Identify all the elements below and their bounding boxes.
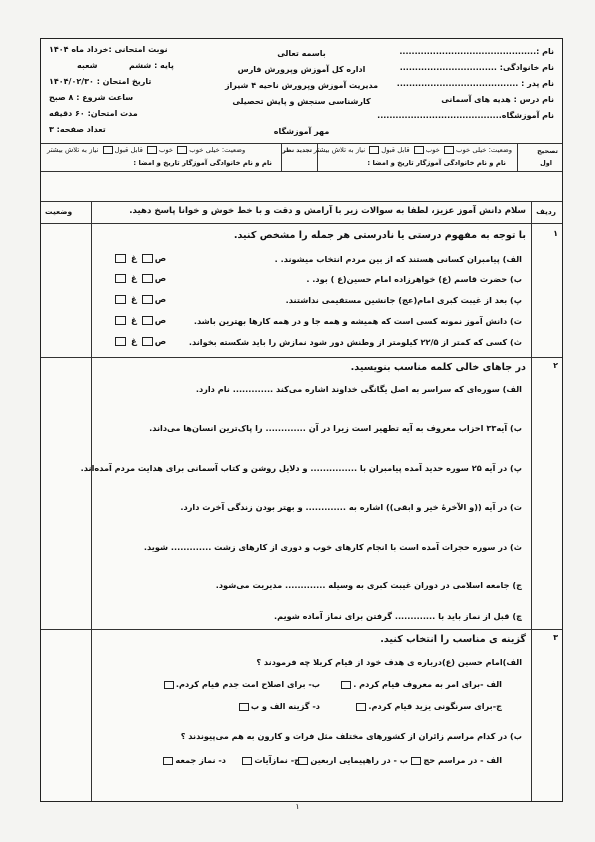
status-divider [41,171,562,172]
teacher-sign-right[interactable]: نام و نام خانوادگی آموزگار تاریخ و امضا : [367,159,506,167]
q3a-option-3-text: ج-برای سرنگونی یزید قیام کردم. [368,701,502,711]
q1-tf-b [113,274,166,284]
q3a-option-2-text: ب- برای اصلاح امت جدم قیام کردم. [175,679,320,689]
true-label: ص [154,337,167,347]
q1-item-d: ت) دانش آموز نمونه کسی است که همیشه و همه جا و در همه کارها بهترین باشد. [193,316,522,326]
status-very-good-label: وضعیت: خیلی خوب [456,146,512,154]
q2-item-f: ج) جامعه اسلامی در دوران غیبت کبری به وسیله ............. مدیریت می‌شود. [215,580,522,590]
teacher-sign-left[interactable]: نام و نام خانوادگی آموزگار تاریخ و امضا : [133,159,272,167]
q1-item-c: پ) بعد از غیبت کبری امام(عج) جانشین مستقیمی نداشتند. [285,295,522,305]
q3b-option-4-checkbox[interactable] [163,757,173,765]
q1-tf-a [113,254,166,264]
status-options-right [314,146,512,154]
q3a-stem: الف)امام حسین (ع)درباره ی هدف خود از قیام کربلا چه فرمودند ؟ [256,657,522,667]
false-label: غ [130,254,137,264]
subject-name: نام درس : هدیه های آسمانی [441,95,554,104]
false-checkbox[interactable] [115,254,126,263]
exam-turn: نوبت امتحانی :خرداد ماه ۱۴۰۴ [49,45,168,54]
q3a-option-4-text: د- گزینه الف و ب [250,701,320,711]
review-label: تجدید نظر [282,147,312,154]
q2-item-c: پ) در آیه ۲۵ سوره حدید آمده پیامبران با ............... و دلایل روشن و کتاب آسمانی برای هدایت مردم آمده‌اند. [80,463,522,473]
row-number-col [531,201,532,801]
q3b-option-2-text: ب - در راهپیمایی اربعین [310,755,408,765]
false-label: غ [130,337,137,347]
q3b-option-1-checkbox[interactable] [411,757,421,765]
q3a-option-1-checkbox[interactable] [341,681,351,689]
q3a-option-4[interactable] [237,701,320,711]
status-header: وضعیت [45,207,73,216]
true-checkbox[interactable] [142,337,153,346]
q1-tf-e [113,337,166,347]
q1-row-sep [41,357,562,358]
status-good-checkbox[interactable] [414,146,424,154]
false-checkbox[interactable] [115,274,126,283]
row-header: ردیف [536,207,556,216]
q1-tf-c [113,295,166,305]
q2-item-b: ب) آیه۳۳ احزاب معروف به آیه تطهیر است زیرا در آن ............. را پاک‌ترین انسان‌ها می‌داند. [149,423,522,433]
status-left-very-good-checkbox[interactable] [177,146,187,154]
q2-item-a: الف) سوره‌ای که سراسر به اصل یگانگی خداوند اشاره می‌کند ............. نام دارد. [195,384,522,394]
school-stamp-label: مهر آموزشگاه [273,127,330,136]
q1-item-b: ب) حضرت قاسم (ع) خواهرزاده امام حسین(ع ) بود. . [306,274,522,284]
q2-item-e: ث) در سوره حجرات آمده است با انجام کارهای خوب و دوری از کارهای زشت ............. شوید. [143,542,522,552]
q3-title: گزینه ی مناسب را انتخاب کنید. [380,634,526,645]
q3-number: ۳ [553,633,558,642]
q3a-option-2[interactable] [162,679,320,689]
false-checkbox[interactable] [115,337,126,346]
status-col-sep [517,143,518,171]
q3b-option-1-text: الف - در مراسم حج [423,755,502,765]
status-left-needs-effort-label: نیاز به تلاش بیشتر [47,146,99,154]
q1-tf-d [113,316,166,326]
status-left-acceptable-checkbox[interactable] [103,146,113,154]
q3b-option-4-text: د- نماز جمعه [175,755,226,765]
q3b-stem: ب) در کدام مراسم زائران از کشورهای مختلف مثل فرات و کارون به هم می‌پیوندند ؟ [180,731,522,741]
q3b-option-3-text: ج- نمازآیات [254,755,300,765]
q2-item-g: چ) قبل از نماز باید با ............. گرفتن برای نماز آماده شویم. [274,611,522,621]
true-label: ص [154,295,167,305]
q1-title: با توجه به مفهوم درستی یا نادرستی هر جمله را مشخص کنید. [233,230,526,241]
true-checkbox[interactable] [142,274,153,283]
status-left-acceptable-label: قابل قبول [114,146,143,154]
q3b-option-4[interactable] [161,755,226,765]
q3a-option-3-checkbox[interactable] [356,703,366,711]
q1-item-a: الف) پیامبران کسانی هستند که از بین مردم انتخاب میشوند. . [274,254,522,264]
q3a-option-3[interactable] [354,701,502,711]
exam-sheet [40,38,563,802]
q3a-option-1[interactable] [339,679,502,689]
false-label: غ [130,316,137,326]
q3b-option-1[interactable] [409,755,502,765]
page-number: ۱ [295,802,300,811]
q2-item-d: ت) در آیه ((و الآخرهٔ خیر و ابقی)) اشاره به ............. و بهتر بودن زندگی آخرت دارد. [180,502,522,512]
header-bismillah: باسمه تعالی [277,49,326,58]
true-label: ص [154,316,167,326]
q3a-option-4-checkbox[interactable] [239,703,249,711]
false-checkbox[interactable] [115,295,126,304]
header-district: مدیریت آموزش وپرورش ناحیه ۴ شیراز [224,81,379,90]
section: شعبه [77,61,98,70]
instruction-divider [41,201,562,202]
school-name[interactable]: نام آموزشگاه......................................... [377,111,554,120]
q2-title: در جاهای خالی کلمه مناسب بنویسید. [350,362,526,373]
header-office: اداره کل آموزش وپرورش فارس [237,65,366,74]
header-assessment: کارشناسی سنجش و پایش تحصیلی [232,97,371,106]
false-checkbox[interactable] [115,316,126,325]
q3b-option-2[interactable] [296,755,408,765]
status-acceptable-label: قابل قبول [381,146,410,154]
exam-date: تاریخ امتحان : ۱۴۰۴/۰۲/۳۰ [49,77,152,86]
q3b-option-3-checkbox[interactable] [242,757,252,765]
start-time: ساعت شروع : ۸ صبح [49,93,134,102]
true-checkbox[interactable] [142,316,153,325]
status-needs-effort-label: نیاز به تلاش بیشتر [313,146,366,154]
status-good-label: خوب [425,146,440,154]
q3a-option-1-text: الف -برای امر به معروف قیام کردم . [353,679,502,689]
instruction-text: سلام دانش آموز عزیز، لطفا به سوالات زیر با آرامش و دقت و با خط خوش و خوانا پاسخ دهید. [129,206,526,216]
status-acceptable-checkbox[interactable] [369,146,379,154]
grade: پایه : ششم [129,61,174,70]
status-options-left [47,146,245,154]
status-col [91,201,92,801]
q3a-option-2-checkbox[interactable] [164,681,174,689]
q2-row-sep [41,629,562,630]
status-left-good-label: خوب [159,146,174,154]
false-label: غ [130,295,137,305]
false-label: غ [130,274,137,284]
exam-duration: مدت امتحان: ۶۰ دقیقه [49,109,138,118]
status-left-good-checkbox[interactable] [147,146,157,154]
student-family[interactable]: نام خانوادگی: ................................ [399,63,554,72]
q3b-option-3[interactable] [240,755,300,765]
status-left-very-good-label: وضعیت: خیلی خوب [189,146,246,154]
q1-item-e: ث) کسی که کمتر از ۲۲/۵ کیلومتر از وطنش دور شود نمازش را باید شکسته بخواند. [188,337,522,347]
true-checkbox[interactable] [142,295,153,304]
q2-number: ۲ [553,361,558,370]
header-divider [41,143,562,144]
student-name[interactable]: نام :............................................. [399,47,554,56]
page-count: تعداد صفحه: ۳ [49,125,106,134]
q1-number: ۱ [553,229,558,238]
true-checkbox[interactable] [142,254,153,263]
father-name[interactable]: نام پدر : ........................................ [396,79,554,88]
correction-first: اول [540,159,552,167]
correction-label: تصحیح [537,147,558,155]
status-very-good-checkbox[interactable] [444,146,454,154]
head-row-sep [41,223,562,224]
true-label: ص [154,274,167,284]
true-label: ص [154,254,167,264]
